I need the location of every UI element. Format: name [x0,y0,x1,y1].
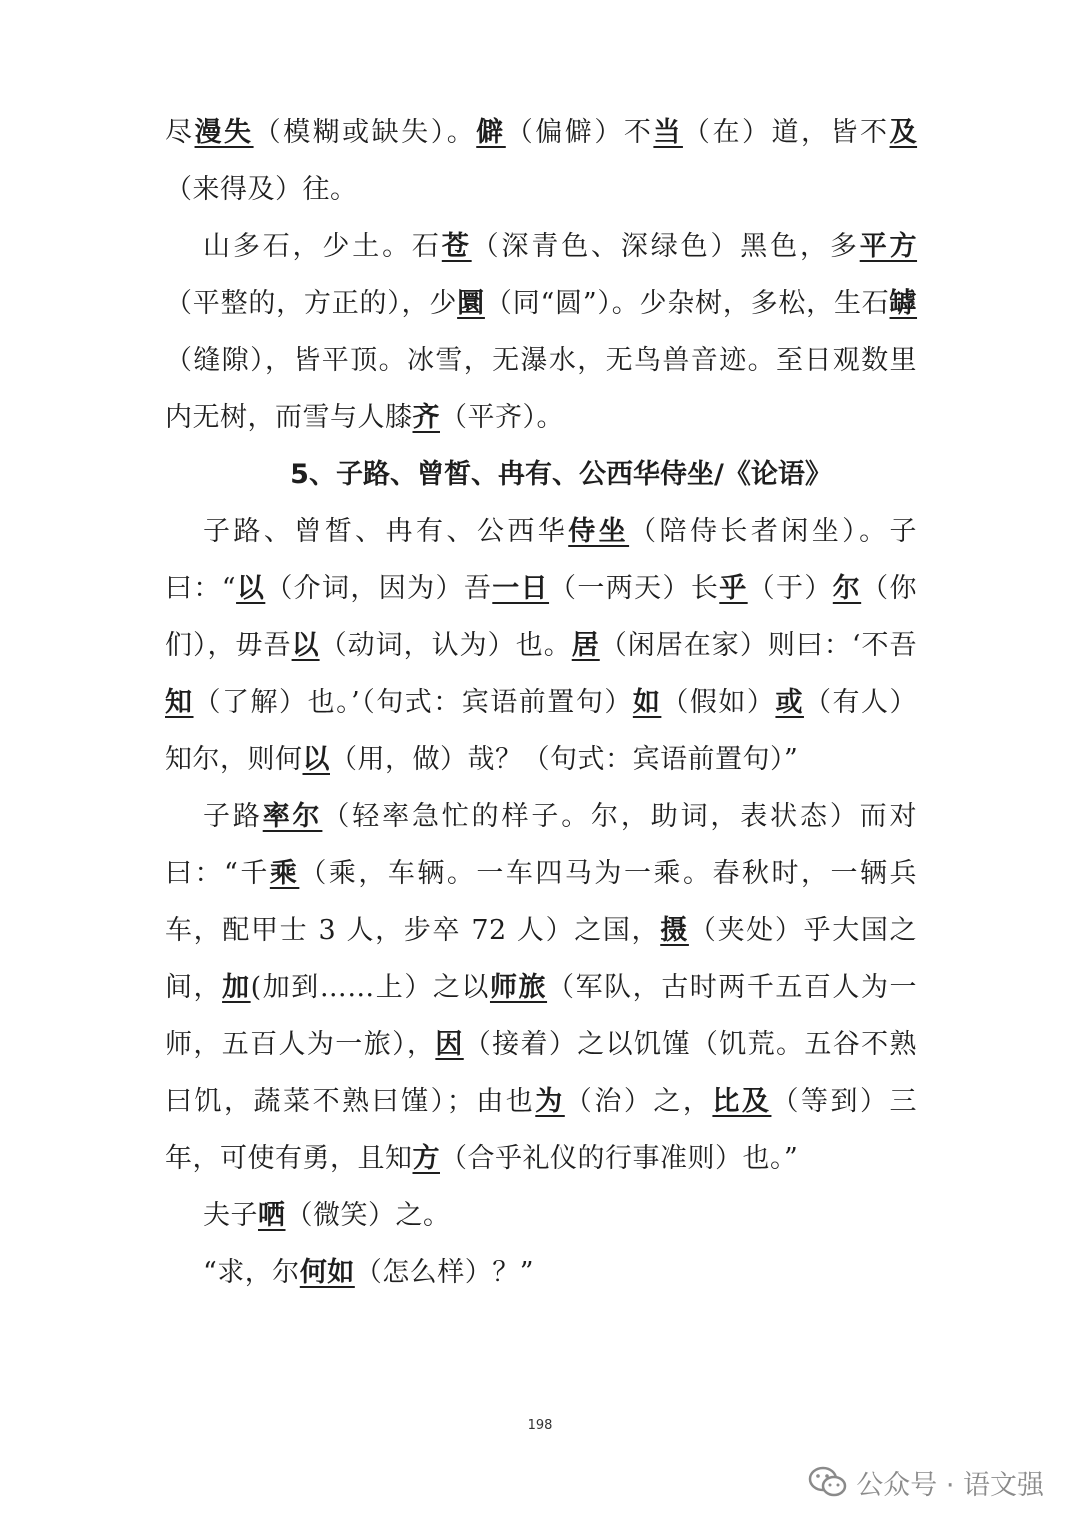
document-page [165,104,917,1301]
keyword-underlined: 率尔 [262,801,323,832]
keyword-underlined: 当 [653,117,683,148]
text-run: （来得及）往。 [165,174,358,205]
paragraph [165,1187,917,1244]
keyword-underlined: 摄 [660,915,689,946]
text-run: “求，尔 [203,1257,300,1288]
document-body [165,104,917,1301]
keyword-underlined: 比及 [712,1086,772,1117]
keyword-underlined: 平方 [859,231,918,262]
watermark-text: 公众号 · 语文强 [856,1469,1044,1501]
text-run: （于） [747,573,833,604]
keyword-underlined: 一日 [492,573,550,604]
text-run: （模糊或缺失）。 [253,117,477,148]
text-run: （夹处）乎大国之间， [165,915,918,1003]
keyword-underlined: 如 [632,687,662,718]
keyword-underlined: 以 [291,630,320,661]
keyword-underlined: 乎 [719,573,748,604]
text-run: （深青色、深绿色）黑色，多 [471,231,860,262]
text-run: （微笑）之。 [285,1200,451,1231]
text-run: （动词，认为）也。 [319,630,572,661]
text-run: （了解）也。’（句式：宾语前置句） [193,687,633,718]
text-run: （缝隙），皆平顶。冰雪，无瀑水，无鸟兽音迹。至日观数里内无树，而雪与人膝 [165,345,917,433]
text-run: （偏僻）不 [505,117,654,148]
keyword-underlined: 哂 [258,1200,286,1231]
paragraph [165,788,917,1187]
text-run: 子路、曾皙、冉有、公西华 [203,516,569,547]
keyword-underlined: 尔 [832,573,862,604]
text-run: （闲居在家）则曰：‘不吾 [599,630,917,661]
text-run: （假如） [661,687,776,718]
page-number: 198 [527,1418,553,1433]
keyword-underlined: 及 [889,117,918,148]
text-run: (加到……上）之以 [250,972,490,1003]
keyword-underlined: 因 [435,1029,464,1060]
text-run: （用，做）哉？（句式：宾语前置句）” [330,744,799,775]
text-run: （一两天）长 [549,573,720,604]
paragraph [165,218,917,446]
text-run: （合乎礼仪的行事准则）也。” [440,1143,799,1174]
text-run: （接着）之以饥馑（饥荒。五谷不熟曰饥，蔬菜不熟曰馑）；由也 [165,1029,918,1117]
keyword-underlined: 以 [236,573,266,604]
text-run: （乘，车辆。一车四马为一乘。春秋时，一辆兵车，配甲士 3 人，步卒 72 人）之国， [165,858,918,946]
keyword-underlined: 以 [302,744,330,775]
keyword-underlined: 何如 [299,1257,355,1288]
keyword-underlined: 圜 [457,288,485,319]
keyword-underlined: 或 [775,687,804,718]
text-run: 子路 [203,801,263,832]
keyword-underlined: 漫失 [194,117,254,148]
keyword-underlined: 方 [412,1143,440,1174]
keyword-underlined: 齐 [412,402,440,433]
text-run: （介词，因为）吾 [265,573,493,604]
text-run: （平齐）。 [440,402,564,433]
text-run: （平整的，方正的），少 [165,288,458,319]
keyword-underlined: 侍坐 [568,516,630,547]
text-run: 尽 [165,117,195,148]
keyword-underlined: 师旅 [489,972,548,1003]
text-run: （等到）三年，可使有勇，且知 [165,1086,918,1174]
text-run: 山多石，少土。石 [203,231,442,262]
text-run: （轻率急忙的样子。尔，助词，表状态）而对曰：“千 [165,801,918,889]
text-run: （怎么样）？” [354,1257,535,1288]
paragraph [165,1244,917,1301]
keyword-underlined: 苍 [441,231,472,262]
text-run: （治）之， [564,1086,713,1117]
keyword-underlined: 乘 [269,858,300,889]
keyword-underlined: 知 [165,687,194,718]
keyword-underlined: 僻 [476,117,506,148]
section-heading [165,446,917,503]
text-run: （同“圆”）。少杂树，多松，生石 [484,288,890,319]
keyword-underlined: 罅 [889,288,918,319]
wechat-logo-icon [808,1465,848,1499]
paragraph [165,104,917,218]
text-run: （你们），毋吾 [165,573,918,661]
text-run: （有人）知尔，则何 [165,687,917,775]
text-run: （在）道，皆不 [682,117,890,148]
keyword-underlined: 加 [222,972,251,1003]
wechat-watermark [808,1462,1044,1502]
heading-text: 5、子路、曾皙、冉有、公西华侍坐/《论语》 [290,459,832,490]
text-run: 夫子 [203,1200,258,1231]
text-run: （陪侍长者闲坐）。子曰：“ [165,516,918,604]
keyword-underlined: 为 [535,1086,565,1117]
keyword-underlined: 居 [571,630,600,661]
text-run: （军队，古时两千五百人为一师，五百人为一旅）， [165,972,918,1060]
paragraph [165,503,917,788]
